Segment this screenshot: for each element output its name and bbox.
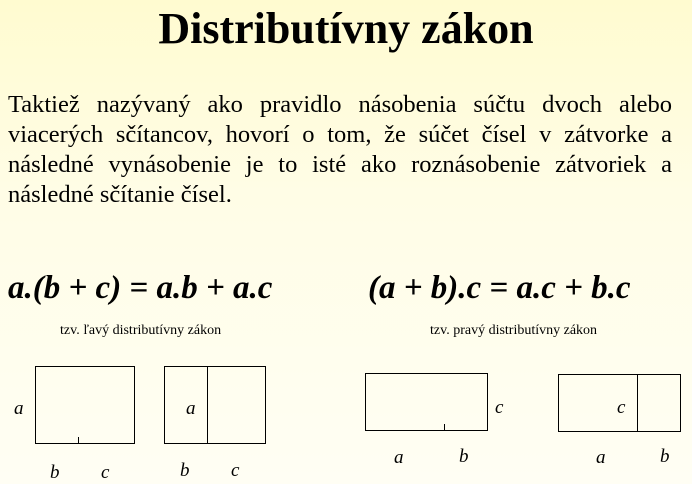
description-paragraph: Taktiež nazývaný ako pravidlo násobenia súčtu dvoch alebo viacerých sčítancov, hovorí o tom, že súčet čísel v zátvorke a následné vynásobenie je to isté ako roznásobenie zátvoriek a následné sčítanie čísel. — [8, 91, 672, 208]
bottom-label-b: b — [50, 462, 60, 483]
split-line — [207, 366, 208, 444]
bottom-label-b: b — [660, 446, 670, 467]
bottom-label-a: a — [394, 447, 404, 468]
left-distributive-formula: a.(b + c) = a.b + a.c — [8, 270, 273, 306]
bottom-label-a: a — [596, 447, 606, 468]
bottom-label-c: c — [231, 460, 240, 481]
split-tick — [444, 424, 445, 430]
page-title: Distributívny zákon — [158, 4, 534, 53]
bottom-label-b: b — [180, 460, 190, 481]
rectangle-whole — [35, 366, 135, 444]
side-label-c: c — [495, 397, 504, 418]
split-tick — [78, 437, 79, 443]
right-distributive-formula: (a + b).c = a.c + b.c — [368, 270, 631, 306]
rectangle-whole — [365, 373, 488, 431]
side-label-c: c — [617, 397, 626, 418]
side-label-a: a — [14, 398, 24, 419]
split-line — [637, 374, 638, 432]
bottom-label-b: b — [459, 446, 469, 467]
bottom-label-c: c — [101, 462, 110, 483]
side-label-a: a — [186, 398, 196, 419]
left-law-caption: tzv. ľavý distributívny zákon — [60, 323, 222, 338]
right-law-caption: tzv. pravý distributívny zákon — [430, 323, 598, 338]
rectangle-split — [164, 366, 266, 444]
